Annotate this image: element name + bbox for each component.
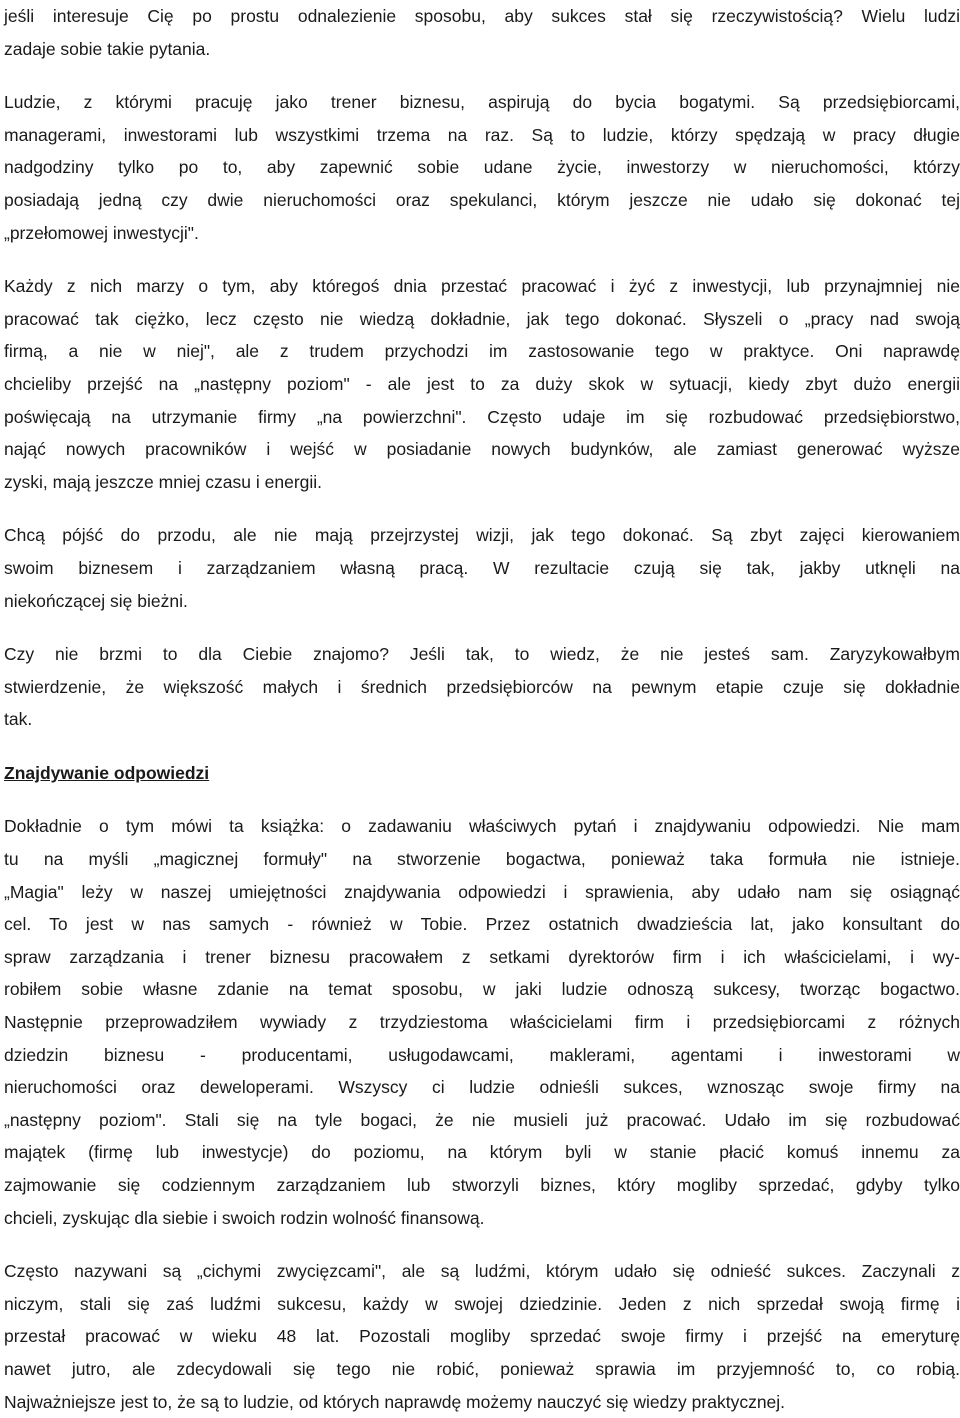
paragraph-line: niekończącej się bieżni. [4,590,188,611]
paragraph-line: chcieli, zyskując dla siebie i swoich rodzin wolność finansową. [4,1207,485,1228]
paragraph-line: swoim biznesem i zarządzaniem własną pracą. W rezultacie czują się tak, jakby utknęli na [4,557,960,578]
paragraph-line: poświęcają na utrzymanie firmy „na powierzchni". Często udaje im się rozbudować przedsiębiorstwo, [4,406,960,427]
paragraph-line: robiłem sobie własne zdanie na temat sposobu, w jaki ludzie odnoszą sukcesy, tworząc bogactwo. [4,979,960,1000]
paragraph-line: jeśli interesuje Cię po prostu odnalezienie sposobu, aby sukces stał się rzeczywistością? Wielu ludzi [4,6,960,26]
paragraph-spacer [4,1234,960,1255]
paragraph-line: Każdy z nich marzy o tym, aby któregoś dnia przestać pracować i żyć z inwestycji, lub przynajmniej nie [4,276,960,297]
paragraph-line: Ludzie, z którymi pracuję jako trener biznesu, aspirują do bycia bogatymi. Są przedsiębiorcami, [4,92,960,113]
paragraph-line: Często nazywani są „cichymi zwycięzcami", ale są ludźmi, którym udało się odnieść sukces. Zaczynali z [4,1261,960,1282]
paragraph-line: cel. To jest w nas samych - również w Tobie. Przez ostatnich dwadzieścia lat, jako konsultant do [4,914,960,935]
paragraph [4,638,960,736]
paragraph-line: stwierdzenie, że większość małych i średnich przedsiębiorców na pewnym etapie czuje się dokładnie [4,676,960,697]
paragraph-spacer [4,65,960,86]
paragraph-line: spraw zarządzania i trener biznesu pracowałem z setkami dyrektorów firm i ich właścicielami, i wy- [4,946,960,967]
paragraph-line: Najważniejsze jest to, że są to ludzie, od których naprawdę możemy nauczyć się wiedzy praktycznej. [4,1391,786,1412]
section-heading: Znajdywanie odpowiedzi [4,762,210,783]
paragraph [4,270,960,498]
paragraph-line: chcieliby przejść na „następny poziom" - ale jest to za duży skok w sytuacji, kiedy zbyt dużo energii [4,373,960,394]
paragraph-spacer [4,249,960,270]
paragraph-line: posiadają jedną czy dwie nieruchomości oraz spekulanci, którym jeszcze nie udało się dokonać tej [4,189,960,210]
paragraph-line: nająć nowych pracowników i wejść w posiadanie nowych budynków, ale zamiast generować wyższe [4,439,960,460]
paragraph-line: pracować tak ciężko, lecz często nie wiedzą dokładnie, jak tego dokonać. Słyszeli o „pracy nad swoją [4,308,960,329]
paragraph-line: managerami, inwestorami lub wszystkimi trzema na raz. Są to ludzie, którzy spędzają w pracy długie [4,124,960,145]
paragraph-line: Chcą pójść do przodu, ale nie mają przejrzystej wizji, jak tego dokonać. Są zbyt zajęci kierowaniem [4,525,960,546]
paragraph-line: nieruchomości oraz deweloperami. Wszyscy ci ludzie odnieśli sukces, wznosząc swoje firmy na [4,1077,960,1098]
paragraph-line: zajmowanie się codziennym zarządzaniem lub stworzyli biznes, który mogliby sprzedać, gdyby tylko [4,1175,960,1195]
paragraph-line: Czy nie brzmi to dla Ciebie znajomo? Jeśli tak, to wiedz, że nie jesteś sam. Zaryzykowałbym [4,644,960,665]
paragraph-spacer [4,498,960,519]
paragraph-line: tak. [4,709,33,730]
paragraph-line: majątek (firmę lub inwestycje) do poziomu, na którym byli w stanie płacić komuś innemu za [4,1142,960,1163]
paragraph-line: dziedzin biznesu - producentami, usługodawcami, maklerami, agentami i inwestorami w [4,1044,960,1065]
paragraph [4,1255,960,1418]
paragraph-line: tu na myśli „magicznej formuły" na stworzenie bogactwa, ponieważ taka formuła nie istnieje. [4,849,960,870]
paragraph-line: przestał pracować w wieku 48 lat. Pozostali mogliby sprzedać swoje firmy i przejść na emeryturę [4,1326,960,1347]
paragraph [4,519,960,617]
paragraph-spacer [4,736,960,757]
paragraph-line: zadaje sobie takie pytania. [4,38,211,59]
paragraph [4,810,960,1234]
paragraph [4,0,960,65]
paragraph [4,86,960,249]
paragraph-line: „Magia" leży w naszej umiejętności znajdywania odpowiedzi i sprawienia, aby udało nam się osiągnąć [4,881,960,902]
paragraph-line: zyski, mają jeszcze mniej czasu i energii. [4,471,323,492]
paragraph-line: „następny poziom". Stali się na tyle bogaci, że nie musieli już pracować. Udało im się rozbudować [4,1109,960,1130]
document-page [4,0,960,1418]
paragraph-line: nawet jutro, ale zdecydowali się tego nie robić, ponieważ sprawia im przyjemność to, co robią. [4,1358,960,1379]
paragraph-line: Następnie przeprowadziłem wywiady z trzydziestoma właścicielami firm i przedsiębiorcami z różnych [4,1012,960,1033]
paragraph-line: nadgodziny tylko po to, aby zapewnić sobie udane życie, inwestorzy w nieruchomości, którzy [4,157,960,178]
paragraph-line: firmą, a nie w niej", ale z trudem przychodzi im zastosowanie tego w praktyce. Oni naprawdę [4,341,960,362]
paragraph-line: niczym, stali się zaś ludźmi sukcesu, każdy w swojej dziedzinie. Jeden z nich sprzedał swoją firmę i [4,1293,960,1314]
paragraph-line: „przełomowej inwestycji". [4,222,199,243]
paragraph-spacer [4,617,960,638]
paragraph-line: Dokładnie o tym mówi ta książka: o zadawaniu właściwych pytań i znajdywaniu odpowiedzi. Nie mam [4,816,960,837]
paragraph-spacer [4,789,960,810]
section-heading-wrapper [4,757,960,790]
document-body [4,0,960,1418]
